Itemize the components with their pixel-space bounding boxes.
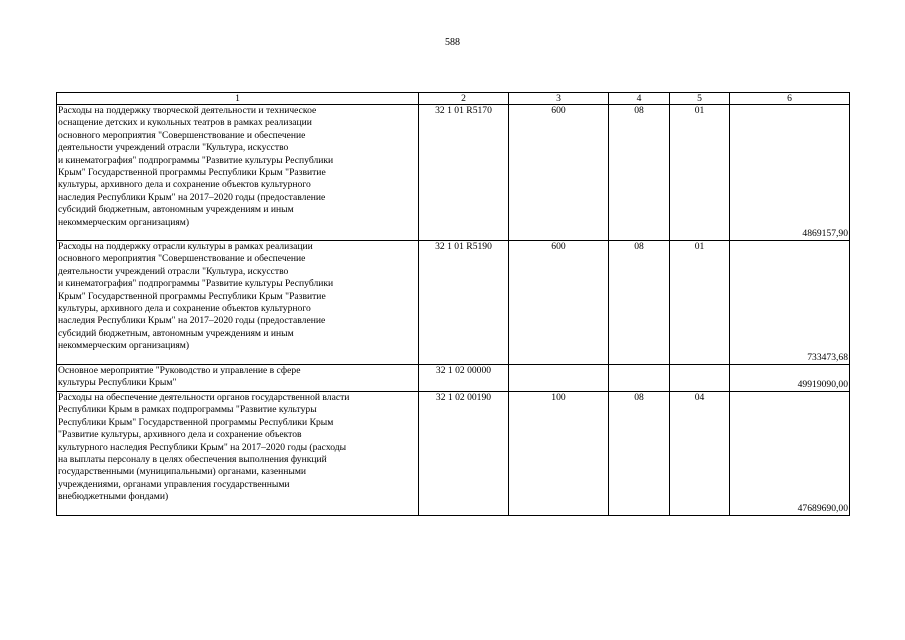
page-number: 588 [445,37,460,48]
column-header: 5 [670,93,730,105]
column-header: 6 [730,93,850,105]
section-code [609,365,670,392]
target-article-code: 32 1 02 00000 [419,365,509,392]
section-code: 08 [609,241,670,365]
column-header: 1 [57,93,419,105]
target-article-code: 32 1 01 R5190 [419,241,509,365]
amount-value: 49919090,00 [730,365,850,392]
table-row [57,105,850,241]
subsection-code: 01 [670,241,730,365]
table-row [57,392,850,516]
subsection-code [670,365,730,392]
table-header-row [57,93,850,105]
row-description: Расходы на обеспечение деятельности органов государственной власти Республики Крым в рамках подпрограммы "Развитие культуры Республики Крым" Государственной программы Республики Крым "Развитие культуры, архивного дела и сохранение объектов культурного наследия Республики Крым" на 2017–2020 годы (расходы на выплаты персоналу в целях обеспечения выполнения функций государственными (муниципальными) органами, казенными учреждениями, органами управления государственными внебюджетными фондами) [57,392,419,516]
table-row [57,365,850,392]
expense-type-code: 600 [509,241,609,365]
row-description: Расходы на поддержку творческой деятельности и техническое оснащение детских и кукольных театров в рамках реализации основного мероприятия "Совершенствование и обеспечение деятельности учреждений отрасли "Культура, искусство и кинематография" подпрограммы "Развитие культуры Республики Крым" Государственной программы Республики Крым "Развитие культуры, архивного дела и сохранение объектов культурного наследия Республики Крым" на 2017–2020 годы (предоставление субсидий бюджетным, автономным учреждениям и иным некоммерческим организациям) [57,105,419,241]
expense-type-code: 600 [509,105,609,241]
amount-value: 47689690,00 [730,392,850,516]
subsection-code: 01 [670,105,730,241]
table-row [57,241,850,365]
section-code: 08 [609,105,670,241]
section-code: 08 [609,392,670,516]
target-article-code: 32 1 01 R5170 [419,105,509,241]
column-header: 4 [609,93,670,105]
expense-type-code [509,365,609,392]
row-description: Основное мероприятие "Руководство и управление в сфере культуры Республики Крым" [57,365,419,392]
subsection-code: 04 [670,392,730,516]
row-description: Расходы на поддержку отрасли культуры в рамках реализации основного мероприятия "Совершенствование и обеспечение деятельности учреждений отрасли "Культура, искусство и кинематография" подпрограммы "Развитие культуры Республики Крым" Государственной программы Республики Крым "Развитие культуры, архивного дела и сохранение объектов культурного наследия Республики Крым" на 2017–2020 годы (предоставление субсидий бюджетным, автономным учреждениям и иным некоммерческим организациям) [57,241,419,365]
expense-type-code: 100 [509,392,609,516]
amount-value: 733473,68 [730,241,850,365]
budget-table [56,92,850,516]
column-header: 3 [509,93,609,105]
target-article-code: 32 1 02 00190 [419,392,509,516]
column-header: 2 [419,93,509,105]
amount-value: 4869157,90 [730,105,850,241]
